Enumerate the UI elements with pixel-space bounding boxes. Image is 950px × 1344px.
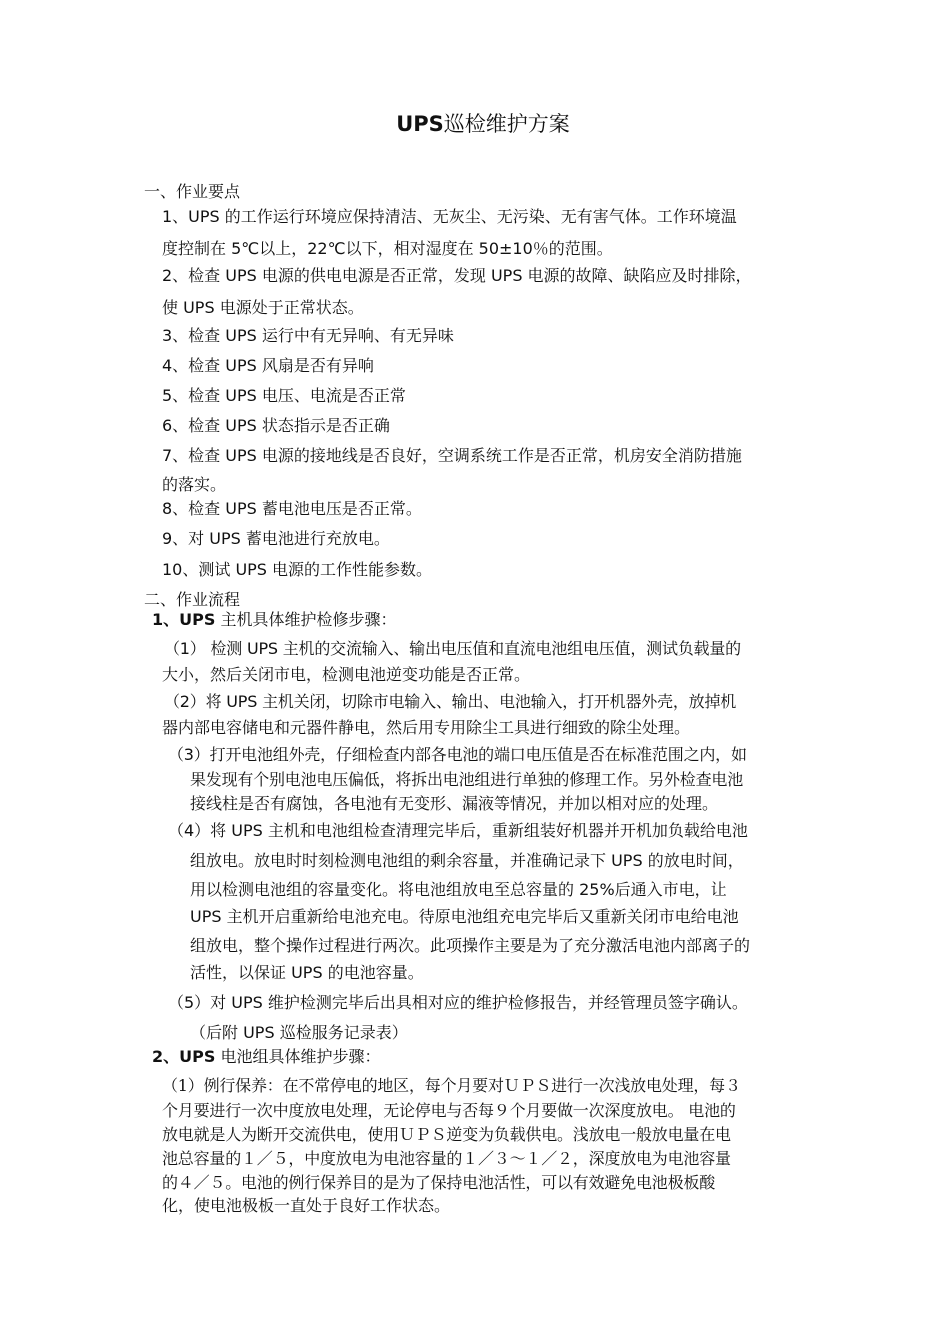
s2-sub2-heading: [152, 1047, 380, 1067]
s1-item10: 10、测试 UPS 电源的工作性能参数。: [162, 560, 433, 579]
s2-sub2-ups: UPS: [179, 1047, 216, 1066]
s1-item8: 8、检查 UPS 蓄电池电压是否正常。: [162, 499, 422, 518]
s1-item6: 6、检查 UPS 状态指示是否正确: [162, 416, 390, 435]
s1-item9: 9、对 UPS 蓄电池进行充放电。: [162, 529, 390, 548]
page-title: [0, 108, 950, 138]
s1-item5: 5、检查 UPS 电压、电流是否正常: [162, 386, 406, 405]
section1-heading: 一、作业要点: [144, 182, 241, 201]
s2-step4-line1: （4）将 UPS 主机和电池组检查清理完毕后，重新组装好机器并开机加负载给电池: [168, 821, 748, 840]
s2-para-line2: 个月要进行一次中度放电处理，无论停电与否每９个月要做一次深度放电。 电池的: [162, 1101, 736, 1120]
s1-item3: 3、检查 UPS 运行中有无异响、有无异味: [162, 326, 454, 345]
s2-sub1-ups: UPS: [179, 610, 216, 629]
s2-step5: （5）对 UPS 维护检测完毕后出具相对应的维护检修报告，并经管理员签字确认。: [168, 993, 748, 1012]
s2-step3-line3: 接线柱是否有腐蚀，各电池有无变形、漏液等情况，并加以相对应的处理。: [190, 794, 719, 813]
s2-para-line4: 池总容量的１／５，中度放电为电池容量的１／３～１／２，深度放电为电池容量: [162, 1149, 731, 1168]
s2-step4-line2: 组放电。放电时时刻检测电池组的剩余容量，并准确记录下 UPS 的放电时间，: [190, 851, 744, 870]
s2-para-line3: 放电就是人为断开交流供电，使用ＵＰＳ逆变为负载供电。浅放电一般放电量在电: [162, 1125, 731, 1144]
s2-step3-line1: （3）打开电池组外壳，仔细检查内部各电池的端口电压值是否在标准范围之内，如: [168, 745, 747, 764]
s2-step2-line1: （2）将 UPS 主机关闭，切除市电输入、输出、电池输入，打开机器外壳，放掉机: [164, 692, 737, 711]
s2-note: （后附 UPS 巡检服务记录表）: [190, 1023, 408, 1042]
section2-heading: 二、作业流程: [144, 590, 241, 609]
title-text: 巡检维护方案: [443, 112, 570, 136]
s2-para-line5: 的４／５。电池的例行保养目的是为了保持电池活性，可以有效避免电池极板酸: [162, 1173, 716, 1192]
s2-sub1-num: 1、: [152, 610, 180, 629]
s1-item2-line2: 使 UPS 电源处于正常状态。: [162, 298, 364, 317]
s2-step1-line1: （1） 检测 UPS 主机的交流输入、输出电压值和直流电池组电压值，测试负载量的: [164, 639, 741, 658]
s1-item4: 4、检查 UPS 风扇是否有异响: [162, 356, 374, 375]
s2-step4-line6: 活性，以保证 UPS 的电池容量。: [190, 963, 424, 982]
s2-para-line6: 化，使电池极板一直处于良好工作状态。: [162, 1196, 451, 1215]
s2-para-line1: （1）例行保养：在不常停电的地区，每个月要对ＵＰＳ进行一次浅放电处理，每３: [162, 1076, 741, 1095]
s1-item1-line2: 度控制在 5℃以上，22℃以下，相对湿度在 50±10％的范围。: [162, 239, 613, 258]
s2-step4-line5: 组放电，整个操作过程进行两次。此项操作主要是为了充分激活电池内部离子的: [190, 936, 751, 955]
s2-sub1-heading: [152, 610, 396, 630]
s2-step4-line4: UPS 主机开启重新给电池充电。待原电池组充电完毕后又重新关闭市电给电池: [190, 907, 739, 926]
s2-sub2-title: 电池组具体维护步骤：: [215, 1047, 381, 1066]
title-ups: UPS: [396, 112, 444, 136]
s2-step4-line3: 用以检测电池组的容量变化。将电池组放电至总容量的 25%后通入市电，让: [190, 880, 727, 899]
s1-item7-line1: 7、检查 UPS 电源的接地线是否良好，空调系统工作是否正常，机房安全消防措施: [162, 446, 742, 465]
s2-step1-line2: 大小，然后关闭市电，检测电池逆变功能是否正常。: [162, 665, 531, 684]
s1-item1-line1: 1、UPS 的工作运行环境应保持清洁、无灰尘、无污染、无有害气体。工作环境温: [162, 207, 737, 226]
s2-sub1-title: 主机具体维护检修步骤：: [215, 610, 397, 629]
s2-sub2-num: 2、: [152, 1047, 180, 1066]
s1-item2-line1: 2、检查 UPS 电源的供电电源是否正常，发现 UPS 电源的故障、缺陷应及时排除，: [162, 266, 752, 285]
s2-step2-line2: 器内部电容储电和元器件静电，然后用专用除尘工具进行细致的除尘处理。: [162, 718, 691, 737]
s2-step3-line2: 果发现有个别电池电压偏低，将拆出电池组进行单独的修理工作。另外检查电池: [190, 770, 744, 789]
s1-item7-line2: 的落实。: [162, 475, 227, 494]
